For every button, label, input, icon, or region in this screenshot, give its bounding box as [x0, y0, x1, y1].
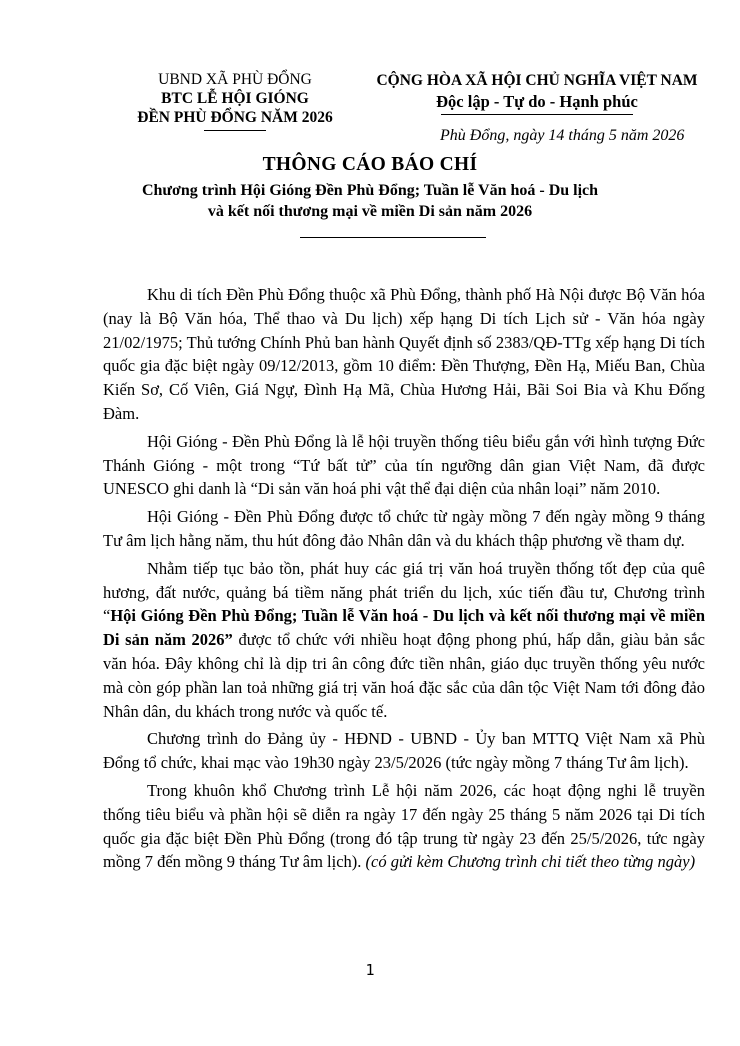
- subtitle-line-1: Chương trình Hội Gióng Đền Phù Đổng; Tuần lễ Văn hoá - Du lịch: [141, 182, 599, 199]
- agency-underline: [204, 130, 266, 131]
- program-name-bold: Hội Gióng Đền Phù Đổng; Tuần lễ Văn hoá - Du lịch và kết nối thương mại về miền Di sản năm 2026”: [103, 606, 705, 650]
- document-title: THÔNG CÁO BÁO CHÍ: [262, 154, 478, 175]
- paragraph-5: Chương trình do Đảng ủy - HĐND - UBND - Ủy ban MTTQ Việt Nam xã Phù Đổng tổ chức, khai mạc vào 19h30 ngày 23/5/2026 (tức ngày mồng 7 tháng Tư âm lịch).: [103, 729, 705, 773]
- paragraph-4: [103, 557, 705, 724]
- paragraph-6-text: Trong khuôn khổ Chương trình Lễ hội năm 2026, các hoạt động nghi lễ truyền thống tiêu biểu và phần hội sẽ diễn ra ngày 17 đến ngày 25 tháng 5 năm 2026 tại Di tích quốc gia đặc biệt Đền Phù Đổng (trong đó tập trung từ ngày 23 đến 25/5/2026, tức ngày mồng 7 đến mồng 9 tháng Tư âm lịch).: [103, 780, 705, 872]
- motto-underline: [441, 114, 633, 115]
- national-motto: Độc lập - Tự do - Hạnh phúc: [436, 92, 638, 111]
- page-number: 1: [365, 961, 375, 979]
- document-subtitle: [90, 180, 650, 222]
- paragraph-3: Hội Gióng - Đền Phù Đổng được tổ chức từ ngày mồng 7 đến ngày mồng 9 tháng Tư âm lịch hằng năm, thu hút đông đảo Nhân dân và du khách thập phương về tham dự.: [103, 507, 705, 550]
- paragraph-6: [103, 779, 705, 874]
- attachment-note: (có gửi kèm Chương trình chi tiết theo từng ngày): [365, 852, 696, 872]
- paragraph-2: Hội Gióng - Đền Phù Đổng là lễ hội truyền thống tiêu biểu gắn với hình tượng Đức Thánh Gióng - một trong “Tứ bất tử” của tín ngưỡng dân gian Việt Nam, đã được UNESCO ghi danh là “Di sản văn hoá phi vật thể đại diện của nhân loại” năm 2010.: [103, 431, 705, 499]
- country-name: CỘNG HÒA XÃ HỘI CHỦ NGHĨA VIỆT NAM: [376, 72, 698, 89]
- national-motto-header: [358, 70, 716, 115]
- subtitle-underline: [300, 237, 486, 238]
- subtitle-line-2: và kết nối thương mại về miền Di sản năm 2026: [207, 203, 533, 220]
- agency-line-1: UBND XÃ PHÙ ĐỔNG: [158, 71, 312, 88]
- date-line: Phù Đổng, ngày 14 tháng 5 năm 2026: [440, 127, 685, 144]
- agency-line-3: ĐỀN PHÙ ĐỔNG NĂM 2026: [137, 109, 333, 126]
- agency-line-2: BTC LỄ HỘI GIÓNG: [161, 90, 309, 107]
- paragraph-1: Khu di tích Đền Phù Đổng thuộc xã Phù Đổng, thành phố Hà Nội được Bộ Văn hóa (nay là Bộ Văn hóa, Thể thao và Du lịch) xếp hạng Di tích Lịch sử - Văn hóa ngày 21/02/1975; Thủ tướng Chính Phủ ban hành Quyết định số 2383/QĐ-TTg xếp hạng Di tích quốc gia đặc biệt ngày 09/12/2013, gồm 10 điểm: Đền Thượng, Đền Hạ, Miếu Ban, Chùa Kiến Sơ, Cố Viên, Giá Ngự, Đình Hạ Mã, Chùa Hương Hải, Bãi Soi Bia và Khu Đống Đàm.: [103, 285, 705, 423]
- issuing-agency-header: [105, 70, 365, 131]
- document-body: [103, 283, 705, 878]
- paragraph-4-intro: Nhằm tiếp tục bảo tồn, phát huy các giá trị văn hoá truyền thống tốt đẹp của quê hương, đất nước, quảng bá tiềm năng phát triển du lịch, xúc tiến đầu tư, Chương trình “: [103, 558, 705, 626]
- paragraph-4-rest: được tổ chức với nhiều hoạt động phong phú, hấp dẫn, giàu bản sắc văn hóa. Đây không chỉ là dịp tri ân công đức tiền nhân, giáo dục truyền thống yêu nước mà còn góp phần lan toả những giá trị văn hoá đặc sắc của dân tộc Việt Nam tới đông đảo Nhân dân, du khách trong nước và quốc tế.: [103, 630, 705, 721]
